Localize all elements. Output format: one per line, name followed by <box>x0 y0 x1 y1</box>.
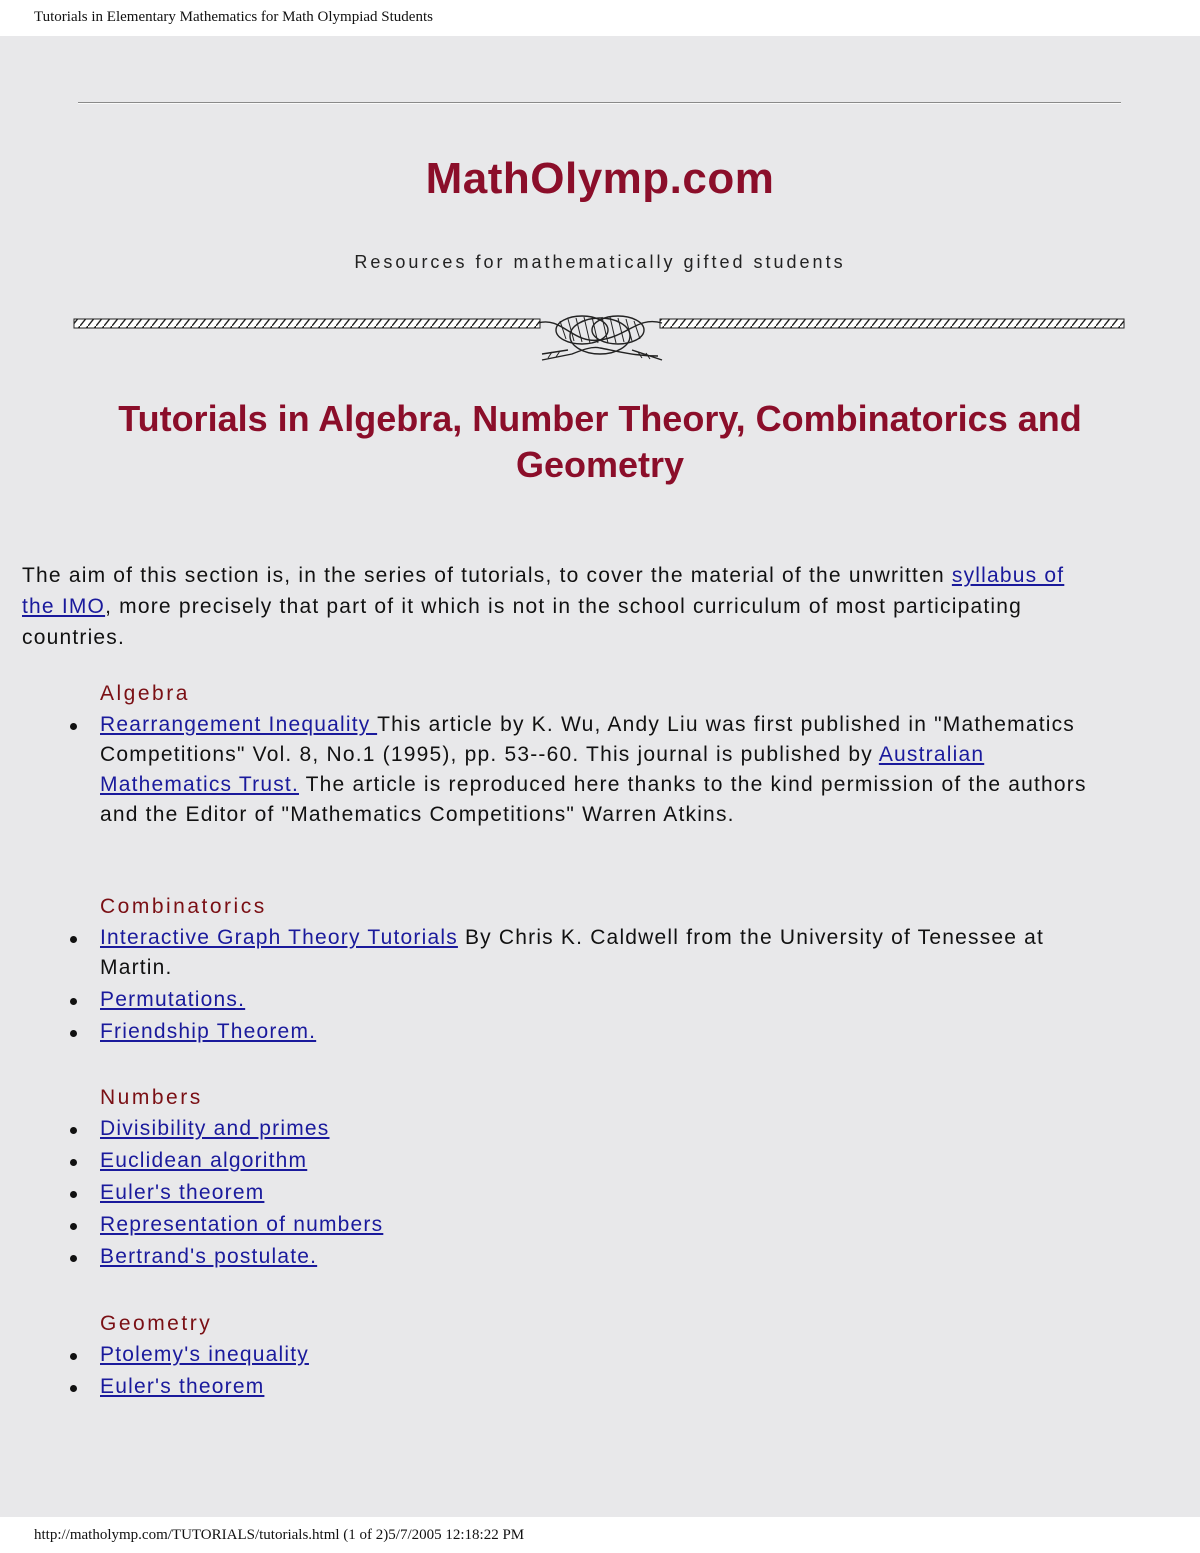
print-header <box>0 0 1200 36</box>
section-heading-numbers: Numbers <box>100 1086 203 1109</box>
list-item-text: This article by K. Wu, Andy Liu was first published in "Mathematics Competitions" Vol. 8, No.1 (1995), pp. 53--60. This journal is published by <box>100 713 1075 766</box>
divisibility-and-primes-link[interactable]: Divisibility and primes <box>100 1117 330 1140</box>
permutations-link[interactable]: Permutations. <box>100 988 246 1011</box>
list-item <box>0 1017 1100 1047</box>
bullet-icon <box>70 1223 77 1230</box>
knot-divider-image <box>72 306 1128 366</box>
bullet-icon <box>70 723 77 730</box>
eulers-theorem-link[interactable]: Euler's theorem <box>100 1181 265 1204</box>
list-item <box>0 1242 1100 1272</box>
intro-text-after: , more precisely that part of it which is not in the school curriculum of most participating countries. <box>22 595 1023 649</box>
numbers-list <box>0 1114 1100 1274</box>
list-item <box>0 985 1100 1015</box>
list-item <box>0 1372 1100 1402</box>
bullet-icon <box>70 1385 77 1392</box>
bullet-icon <box>70 1191 77 1198</box>
bullet-icon <box>70 1127 77 1134</box>
graph-theory-tutorials-link[interactable]: Interactive Graph Theory Tutorials <box>100 926 458 949</box>
section-heading-combinatorics: Combinatorics <box>100 895 267 918</box>
section-heading-algebra: Algebra <box>100 682 190 705</box>
print-header-text: Tutorials in Elementary Mathematics for Math Olympiad Students <box>34 9 433 25</box>
combinatorics-list <box>0 923 1100 1049</box>
page-content <box>0 36 1200 1517</box>
site-title: MathOlymp.com <box>425 154 775 203</box>
intro-text-before: The aim of this section is, in the series of tutorials, to cover the material of the unwritten <box>22 564 952 587</box>
intro-paragraph <box>22 560 1102 653</box>
section-heading-geometry: Geometry <box>100 1312 213 1335</box>
bullet-icon <box>70 1030 77 1037</box>
australian-mathematics-trust-link[interactable]: Australian Mathematics Trust. <box>100 743 985 796</box>
list-item <box>0 1178 1100 1208</box>
bullet-icon <box>70 998 77 1005</box>
list-item <box>0 1114 1100 1144</box>
list-item-text: The article is reproduced here thanks to the kind permission of the authors and the Editor of "Mathematics Competitions" Warren Atkins. <box>100 773 1087 826</box>
geometry-list <box>0 1340 1100 1404</box>
tagline: Resources for mathematically gifted students <box>354 252 846 272</box>
syllabus-of-imo-link[interactable]: syllabus of the IMO <box>22 564 1065 618</box>
list-item <box>0 1340 1100 1370</box>
horizontal-rule <box>78 102 1121 104</box>
friendship-theorem-link[interactable]: Friendship Theorem. <box>100 1020 317 1043</box>
list-item <box>0 1146 1100 1176</box>
bullet-icon <box>70 1353 77 1360</box>
list-item-text: By Chris K. Caldwell from the University of Tenessee at Martin. <box>100 926 1045 979</box>
bullet-icon <box>70 936 77 943</box>
print-footer-text: http://matholymp.com/TUTORIALS/tutorials.html (1 of 2)5/7/2005 12:18:22 PM <box>34 1527 525 1543</box>
representation-of-numbers-link[interactable]: Representation of numbers <box>100 1213 384 1236</box>
bertrands-postulate-link[interactable]: Bertrand's postulate. <box>100 1245 318 1268</box>
main-title: Tutorials in Algebra, Number Theory, Combinatorics and Geometry <box>118 398 1082 485</box>
bullet-icon <box>70 1255 77 1262</box>
bullet-icon <box>70 1159 77 1166</box>
list-item <box>0 1210 1100 1240</box>
print-footer <box>0 1517 1200 1553</box>
eulers-theorem-geometry-link[interactable]: Euler's theorem <box>100 1375 265 1398</box>
algebra-list <box>0 710 1100 832</box>
rearrangement-inequality-link[interactable]: Rearrangement Inequality <box>100 713 378 736</box>
ptolemys-inequality-link[interactable]: Ptolemy's inequality <box>100 1343 309 1366</box>
list-item <box>0 923 1100 983</box>
list-item <box>0 710 1100 830</box>
euclidean-algorithm-link[interactable]: Euclidean algorithm <box>100 1149 308 1172</box>
